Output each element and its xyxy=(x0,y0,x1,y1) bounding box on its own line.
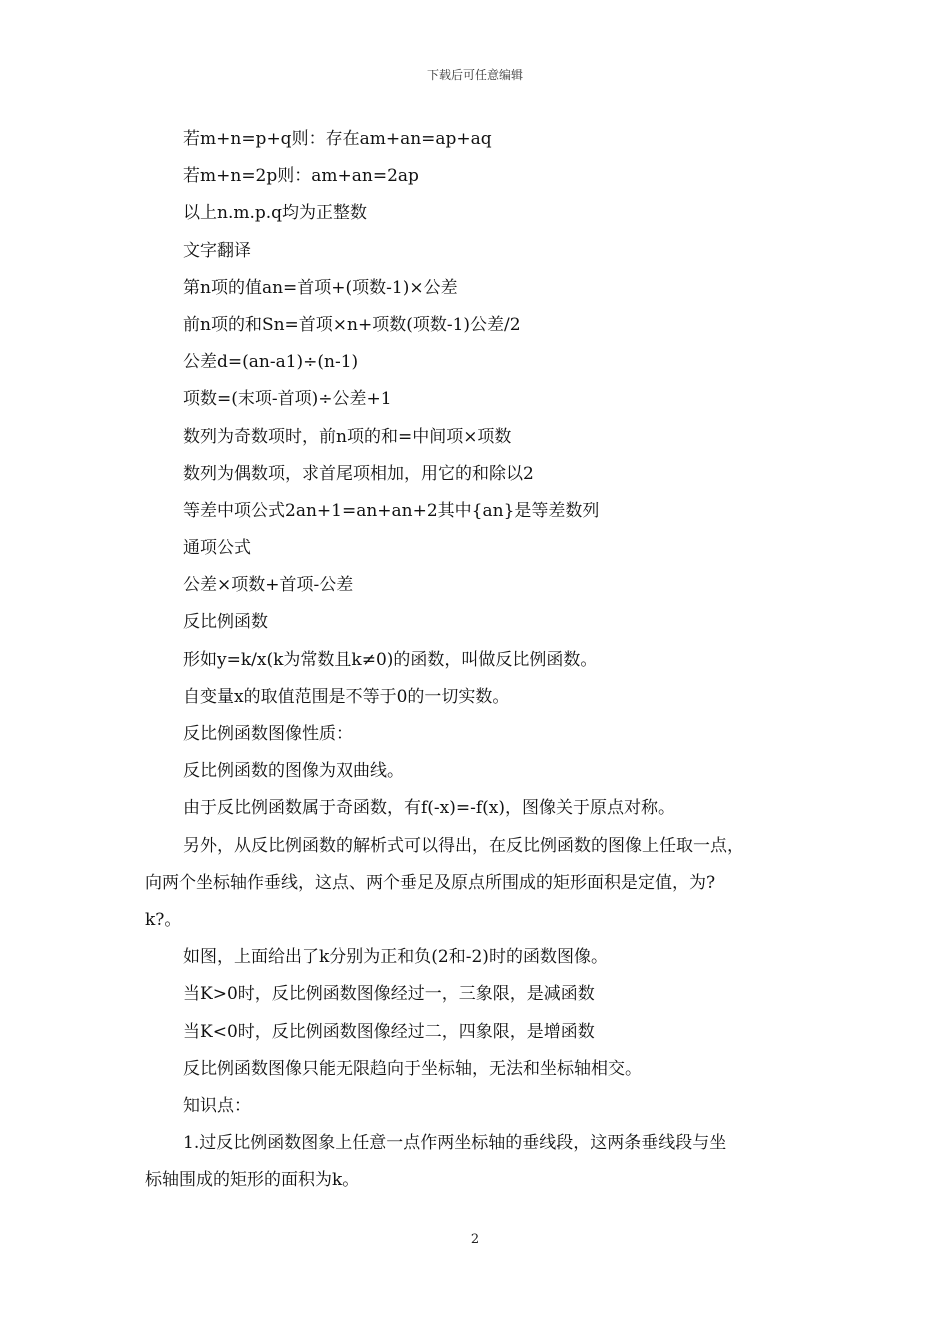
text-line: 反比例函数图像性质： xyxy=(183,724,353,744)
text-line: 标轴围成的矩形的面积为k。 xyxy=(145,1170,360,1191)
text-line: 以上n.m.p.q均为正整数 xyxy=(183,203,368,224)
page-number: 2 xyxy=(470,1232,480,1247)
text-line: 数列为偶数项，求首尾项相加，用它的和除以2 xyxy=(183,463,534,484)
text-line: 反比例函数的图像为双曲线。 xyxy=(183,761,404,782)
text-line: 项数=(末项-首项)÷公差+1 xyxy=(183,389,392,410)
text-line: 前n项的和Sn=首项×n+项数(项数-1)公差/2 xyxy=(183,314,521,335)
section-heading: 文字翻译 xyxy=(183,240,251,261)
document-body xyxy=(145,121,817,1199)
text-line: 自变量x的取值范围是不等于0的一切实数。 xyxy=(183,686,510,707)
text-line: 由于反比例函数属于奇函数，有f(-x)=-f(x)，图像关于原点对称。 xyxy=(183,798,676,819)
text-line: 反比例函数图像只能无限趋向于坐标轴，无法和坐标轴相交。 xyxy=(183,1058,642,1079)
text-line: 若m+n=p+q则：存在am+an=ap+aq xyxy=(183,129,492,149)
text-line: 等差中项公式2an+1=an+an+2其中{an}是等差数列 xyxy=(183,500,600,521)
section-heading: 知识点： xyxy=(183,1095,251,1116)
text-line: 若m+n=2p则：am+an=2ap xyxy=(183,166,419,187)
text-line: 向两个坐标轴作垂线，这点、两个垂足及原点所围成的矩形面积是定值，为? xyxy=(145,872,716,893)
text-line: 形如y=k/x(k为常数且k≠0)的函数，叫做反比例函数。 xyxy=(183,649,598,670)
text-line: 当K<0时，反比例函数图像经过二，四象限，是增函数 xyxy=(183,1021,595,1042)
text-line: 第n项的值an=首项+(项数-1)×公差 xyxy=(183,277,458,298)
section-heading: 反比例函数 xyxy=(183,612,268,633)
text-line: k?。 xyxy=(145,909,182,930)
text-line: 公差×项数+首项-公差 xyxy=(183,575,354,596)
text-line: 1.过反比例函数图象上任意一点作两坐标轴的垂线段，这两条垂线段与坐 xyxy=(183,1133,727,1154)
page-header: 下载后可任意编辑 xyxy=(426,68,523,82)
section-heading: 通项公式 xyxy=(183,538,251,559)
text-line: 如图，上面给出了k分别为正和负(2和-2)时的函数图像。 xyxy=(183,947,608,968)
text-line: 另外，从反比例函数的解析式可以得出，在反比例函数的图像上任取一点， xyxy=(183,835,744,856)
text-line: 公差d=(an-a1)÷(n-1) xyxy=(183,352,359,373)
text-line: 当K>0时，反比例函数图像经过一，三象限，是减函数 xyxy=(183,984,595,1005)
text-line: 数列为奇数项时，前n项的和=中间项×项数 xyxy=(183,426,512,447)
